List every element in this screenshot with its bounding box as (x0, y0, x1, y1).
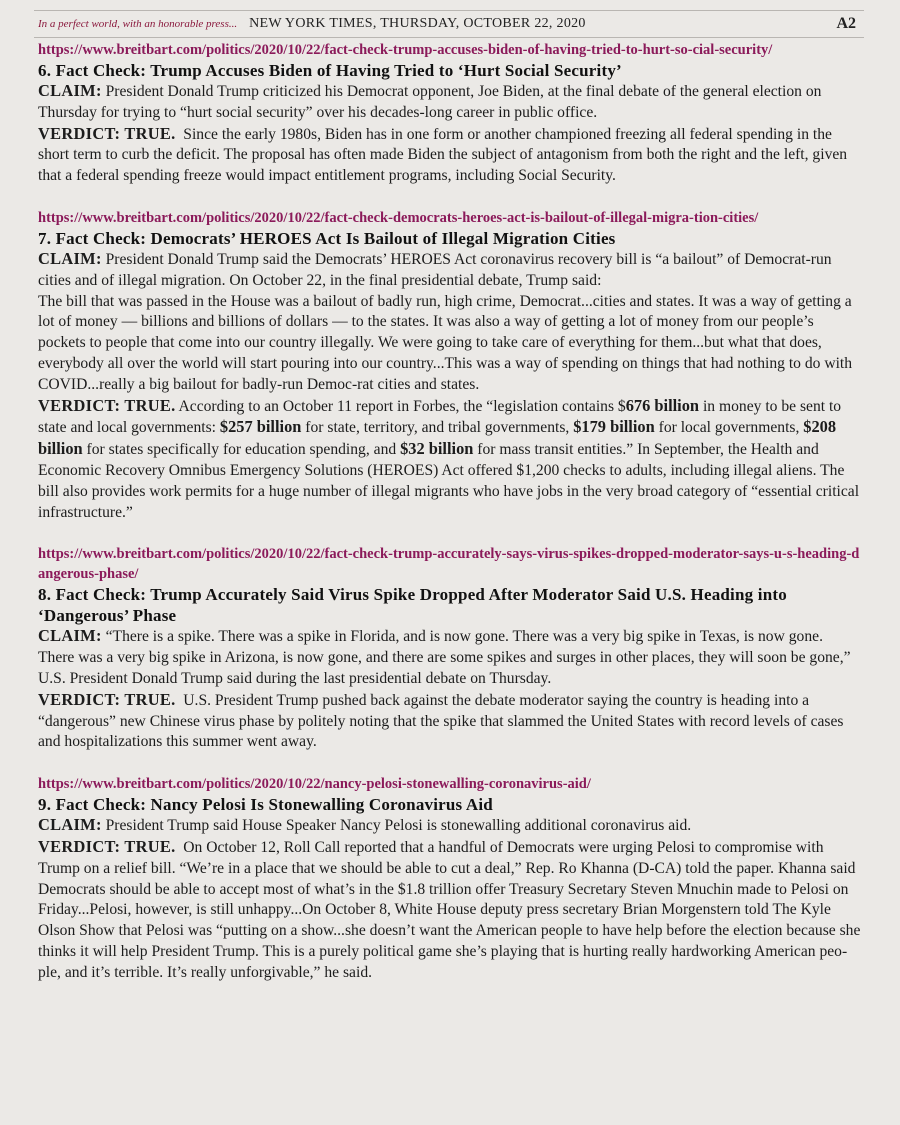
verdict-label: VERDICT: TRUE. (38, 395, 176, 415)
verdict-amount: $179 billion (573, 417, 655, 437)
article-6-claim (38, 81, 862, 124)
verdict-segment: According to an October 11 report in Forbes, the “legislation contains $ (175, 397, 626, 415)
article-6 (38, 40, 862, 187)
verdict-text: Since the early 1980s, Biden has in one form or another championed freezing all federal spending in the short term to curb the deficit. The proposal has often made Biden the subject of antagonism from both the right and the left, given that a federal spending freeze would impact entitlement programs, including Social Security. (38, 125, 848, 185)
article-7-claim (38, 249, 862, 292)
article-8-headline: 8. Fact Check: Trump Accurately Said Virus Spike Dropped After Moderator Said U.S. Heading into ‘Dangerous’ Phase (38, 585, 787, 626)
verdict-amount: 676 billion (625, 395, 700, 415)
claim-text: President Donald Trump said the Democrats’ HEROES Act coronavirus recovery bill is “a bailout” of Democrat-run cities and of illegal migration. On October 22, in the final presidential debate, Trump said: (38, 250, 832, 289)
claim-label: CLAIM: (38, 248, 102, 268)
claim-label: CLAIM: (38, 626, 102, 646)
article-7 (38, 208, 862, 523)
verdict-text: U.S. President Trump pushed back against the debate moderator saying the country is heading into a “dangerous” new Chinese virus phase by politely noting that the spike that slammed the United States with record levels of cases and hospitalizations this summer went away. (38, 691, 844, 751)
verdict-label: VERDICT: TRUE. (38, 689, 176, 709)
verdict-segment: for state, territory, and tribal governments, (301, 419, 574, 437)
verdict-amount: $257 billion (219, 417, 302, 437)
verdict-text: On October 12, Roll Call reported that a handful of Democrats were urging Pelosi to compromise with Trump on a relief bill. “We’re in a place that we should be able to cut a deal,” Rep. Ro Khanna (D-CA) told the paper. Khanna said Democrats should be able to accept most of what’s in the $1.8 trillion offer Treasury Secretary Steven Mnuchin made to Pelosi on Friday...Pelosi, however, is still unhappy...On October 8, White House deputy press secretary Brian Morgenstern told The Kyle Olson Show that Pelosi was “putting on a show...she doesn’t want the American people to have help before the election because she thinks it will help President Trump. This is a purely political game she’s playing that is hurting really hardworking American peo-ple, and it’s terrible. It’s really unforgivable,” he said. (38, 838, 861, 981)
claim-label: CLAIM: (38, 81, 102, 100)
claim-text: President Trump said House Speaker Nancy Pelosi is stonewalling additional coronavirus aid. (105, 817, 692, 835)
verdict-label: VERDICT: TRUE. (38, 836, 176, 856)
claim-label: CLAIM: (38, 815, 102, 835)
masthead: NEW YORK TIMES, THURSDAY, OCTOBER 22, 2020 (249, 16, 586, 31)
article-7-quote: The bill that was passed in the House was a bailout of badly run, high crime, Democrat...cities and states. It was a way of getting a lot of money — billions and billions of dollars — to the states. It was also a way of getting a lot of money from our people’s pockets to people that come into our country illegally. We were going to take care of everything for them...but what that does, everybody all over the world will start pouring into our country...This was a way of spending on things that had nothing to do with COVID...really a big bailout for badly-run Democ-rat cities and states. (38, 292, 853, 393)
article-6-verdict (38, 124, 862, 187)
article-7-verdict (38, 396, 862, 524)
article-8-link[interactable]: https://www.breitbart.com/politics/2020/10/22/fact-check-trump-accurately-says-virus-spikes-dropped-moderator-says-u-s-heading-dangerous-phase/ (38, 546, 860, 583)
article-8-claim (38, 626, 862, 689)
article-list (38, 40, 862, 1005)
article-6-headline: 6. Fact Check: Trump Accuses Biden of Having Tried to ‘Hurt Social Security’ (38, 61, 622, 80)
article-7-link[interactable]: https://www.breitbart.com/politics/2020/10/22/fact-check-democrats-heroes-act-is-bailout-of-illegal-migra-tion-cities/ (38, 209, 759, 226)
verdict-segment: for states specifically for education spending, and (82, 441, 401, 459)
page-header (34, 10, 864, 38)
verdict-label: VERDICT: TRUE. (38, 123, 176, 143)
verdict-amount: $32 billion (400, 439, 474, 459)
claim-text: President Donald Trump criticized his Democrat opponent, Joe Biden, at the final debate of the general election on Thursday for trying to “hurt social security” over his decades-long career in public office. (38, 83, 822, 121)
article-8-verdict (38, 690, 862, 753)
article-8 (38, 544, 862, 753)
verdict-amount: $208 billion (38, 417, 837, 459)
article-9 (38, 774, 862, 983)
claim-text: “There is a spike. There was a spike in Florida, and is now gone. There was a very big spike in Texas, is now gone. There was a very big spike in Arizona, is now gone, and there are some spikes and surges in other places, they will soon be gone,” U.S. President Donald Trump said during the last presidential debate on Thursday. (38, 628, 851, 687)
page-number: A2 (836, 15, 856, 32)
article-6-link[interactable]: https://www.breitbart.com/politics/2020/10/22/fact-check-trump-accuses-biden-of-having-tried-to-hurt-so-cial-security/ (38, 42, 773, 58)
verdict-segment: for local governments, (654, 419, 804, 437)
article-9-headline: 9. Fact Check: Nancy Pelosi Is Stonewalling Coronavirus Aid (38, 795, 493, 815)
verdict-segment: in money to be sent to state and local governments: (38, 397, 842, 437)
verdict-text (38, 395, 860, 521)
article-9-link[interactable]: https://www.breitbart.com/politics/2020/10/22/nancy-pelosi-stonewalling-coronavirus-aid/ (38, 776, 591, 793)
verdict-segment: for mass transit entities.” In September, the Health and Economic Recovery Omnibus Emergency Solutions (HEROES) Act offered $1,200 checks to adults, including illegal aliens. The bill also provides work permits for a huge number of illegal migrants who have jobs in the very broad category of “essential critical infrastructure.” (38, 441, 860, 521)
article-9-claim (38, 815, 862, 837)
article-7-headline: 7. Fact Check: Democrats’ HEROES Act Is Bailout of Illegal Migration Cities (38, 228, 616, 248)
article-9-verdict (38, 837, 862, 984)
header-tagline: In a perfect world, with an honorable press... (38, 18, 238, 30)
